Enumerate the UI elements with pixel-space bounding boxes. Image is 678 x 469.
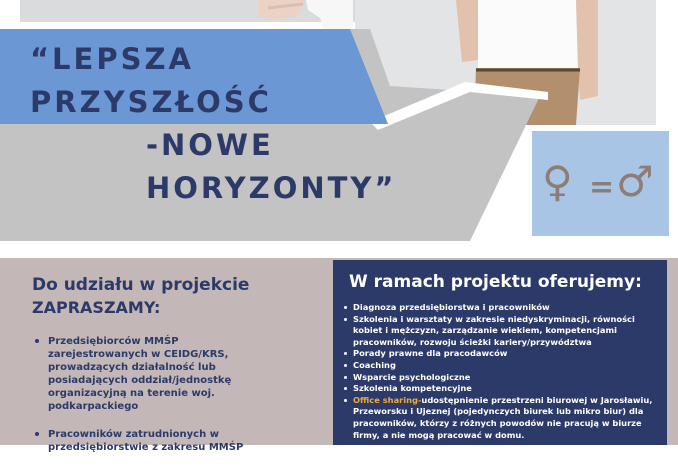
office-sharing-label: Office sharing-: [353, 394, 422, 405]
invite-heading: Do udziału w projekcie: [32, 275, 250, 295]
list-item: Pracowników zatrudnionych w przedsiębiorstwie z zakresu MMŚP: [32, 428, 253, 454]
headline-line-4: HORYZONTY”: [146, 171, 397, 205]
list-item: Coaching: [343, 360, 661, 372]
list-item-office-sharing: [343, 395, 661, 441]
offer-list: [343, 302, 661, 441]
headline-line-3: -NOWE: [146, 128, 274, 162]
offer-panel: [333, 260, 667, 445]
office-sharing-text: udostępnienie przestrzeni biurowej w Jarosławiu, Przeworsku i Ujeznej (pojedynczych biurek lub mikro biur) dla pracowników, którzy z różnych powodów nie pracują w biurze firmy, a nie mogą pracować w domu.: [353, 394, 653, 440]
list-item: Wsparcie psychologiczne: [343, 372, 661, 384]
offer-title: W ramach projektu oferujemy:: [349, 272, 642, 292]
invite-list: [32, 335, 322, 454]
equals-icon: =: [589, 170, 615, 205]
gender-equality-box: [532, 131, 669, 236]
invite-column: [32, 274, 322, 469]
male-symbol-icon: ♂: [616, 157, 654, 206]
list-item: Szkolenia kompetencyjne: [343, 383, 661, 395]
headline-line-1: “LEPSZA: [30, 42, 194, 76]
list-item: Porady prawne dla pracodawców: [343, 348, 661, 360]
headline-line-2: PRZYSZŁOŚĆ: [30, 85, 272, 119]
list-item: Przedsiębiorców MMŚP zarejestrowanych w CEIDG/KRS, prowadzących działalność lub posiadających oddział/jednostkę organizacyjną na terenie woj. podkarpackiego: [32, 335, 253, 413]
list-item: Diagnoza przedsiębiorstwa i pracowników: [343, 302, 661, 314]
info-section: [0, 258, 678, 453]
headline: [30, 38, 450, 210]
list-item: Szkolenia i warsztaty w zakresie niedyskryminacji, równości kobiet i mężczyzn, zarządzanie wiekiem, kompetencjami pracowników, rozwoju ścieżki kariery/przywództwa: [343, 314, 661, 349]
female-symbol-icon: ♀: [542, 157, 573, 206]
invite-subheading: ZAPRASZAMY:: [32, 298, 161, 317]
